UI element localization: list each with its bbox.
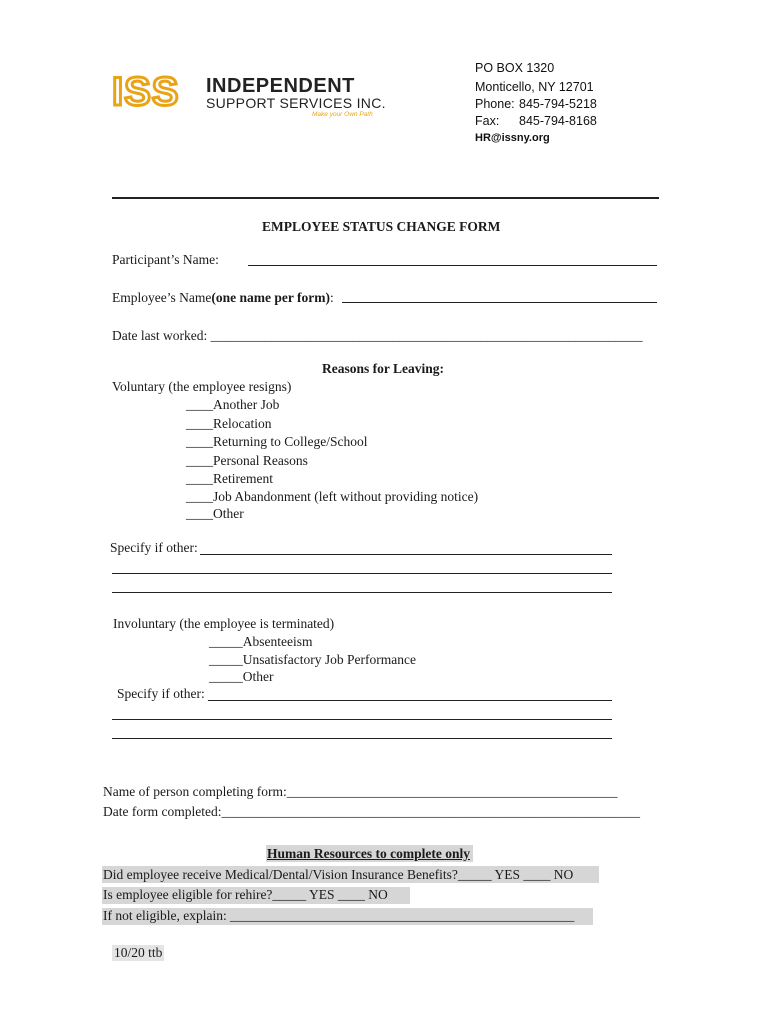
employee-name-label: Employee’s Name(one name per form): [112, 290, 334, 305]
contact-phone-label: Phone: [475, 97, 515, 111]
participant-name-field[interactable] [248, 265, 657, 266]
completed-by-field[interactable]: Name of person completing form:_________________________________________________ [103, 784, 618, 799]
contact-address-line1: PO BOX 1320 [475, 61, 555, 75]
hr-heading: Human Resources to complete only [267, 846, 470, 861]
contact-phone: 845-794-5218 [519, 97, 597, 111]
voluntary-specify-label: Specify if other: [110, 540, 198, 555]
involuntary-specify-line-1[interactable] [208, 700, 612, 701]
involuntary-heading: Involuntary (the employee is terminated) [113, 616, 335, 631]
employee-name-field[interactable] [342, 302, 657, 303]
voluntary-option-college[interactable]: ____Returning to College/School [186, 434, 368, 449]
logo-company-name: INDEPENDENT [206, 75, 355, 97]
voluntary-option-relocation[interactable]: ____Relocation [186, 416, 272, 431]
voluntary-specify-line-1[interactable] [200, 554, 612, 555]
logo-company-subtitle: SUPPORT SERVICES INC. [206, 95, 386, 111]
reasons-heading: Reasons for Leaving: [322, 361, 445, 376]
contact-email: HR@issny.org [475, 132, 550, 144]
involuntary-specify-line-3[interactable] [112, 738, 612, 739]
involuntary-specify-line-2[interactable] [112, 719, 612, 720]
involuntary-specify-label: Specify if other: [117, 686, 205, 701]
logo-iss-letters: ISS [112, 70, 180, 114]
logo-tagline: Make your Own Path [312, 111, 373, 118]
footer-revision-code: 10/20 ttb [114, 945, 163, 960]
date-completed-field[interactable]: Date form completed:______________________________________________________________ [103, 804, 640, 819]
contact-fax: 845-794-8168 [519, 114, 597, 128]
form-title: EMPLOYEE STATUS CHANGE FORM [262, 219, 501, 234]
involuntary-option-performance[interactable]: _____Unsatisfactory Job Performance [209, 652, 416, 667]
voluntary-option-another-job[interactable]: ____Another Job [186, 397, 280, 412]
date-last-worked: Date last worked: ________________________________________________________________ [112, 328, 643, 343]
involuntary-option-absenteeism[interactable]: _____Absenteeism [209, 634, 313, 649]
hr-explain-label: If not eligible, explain: [103, 908, 227, 923]
hr-rehire-question[interactable]: Is employee eligible for rehire?_____ YES ____ NO [103, 887, 388, 902]
involuntary-option-other[interactable]: _____Other [209, 669, 274, 684]
voluntary-heading: Voluntary (the employee resigns) [112, 379, 292, 394]
voluntary-option-other[interactable]: ____Other [186, 506, 244, 521]
voluntary-option-retirement[interactable]: ____Retirement [186, 471, 273, 486]
participant-name-label: Participant’s Name: [112, 252, 219, 267]
voluntary-specify-line-3[interactable] [112, 592, 612, 593]
voluntary-specify-line-2[interactable] [112, 573, 612, 574]
voluntary-option-abandonment[interactable]: ____Job Abandonment (left without providing notice) [186, 489, 479, 504]
hr-benefits-question[interactable]: Did employee receive Medical/Dental/Vision Insurance Benefits?_____ YES ____ NO [103, 867, 574, 882]
contact-address-line2: Monticello, NY 12701 [475, 80, 594, 94]
contact-fax-label: Fax: [475, 114, 500, 128]
voluntary-option-personal[interactable]: ____Personal Reasons [186, 453, 308, 468]
hr-explain-line[interactable]: ___________________________________________________ [230, 908, 575, 923]
header-divider [112, 197, 659, 199]
